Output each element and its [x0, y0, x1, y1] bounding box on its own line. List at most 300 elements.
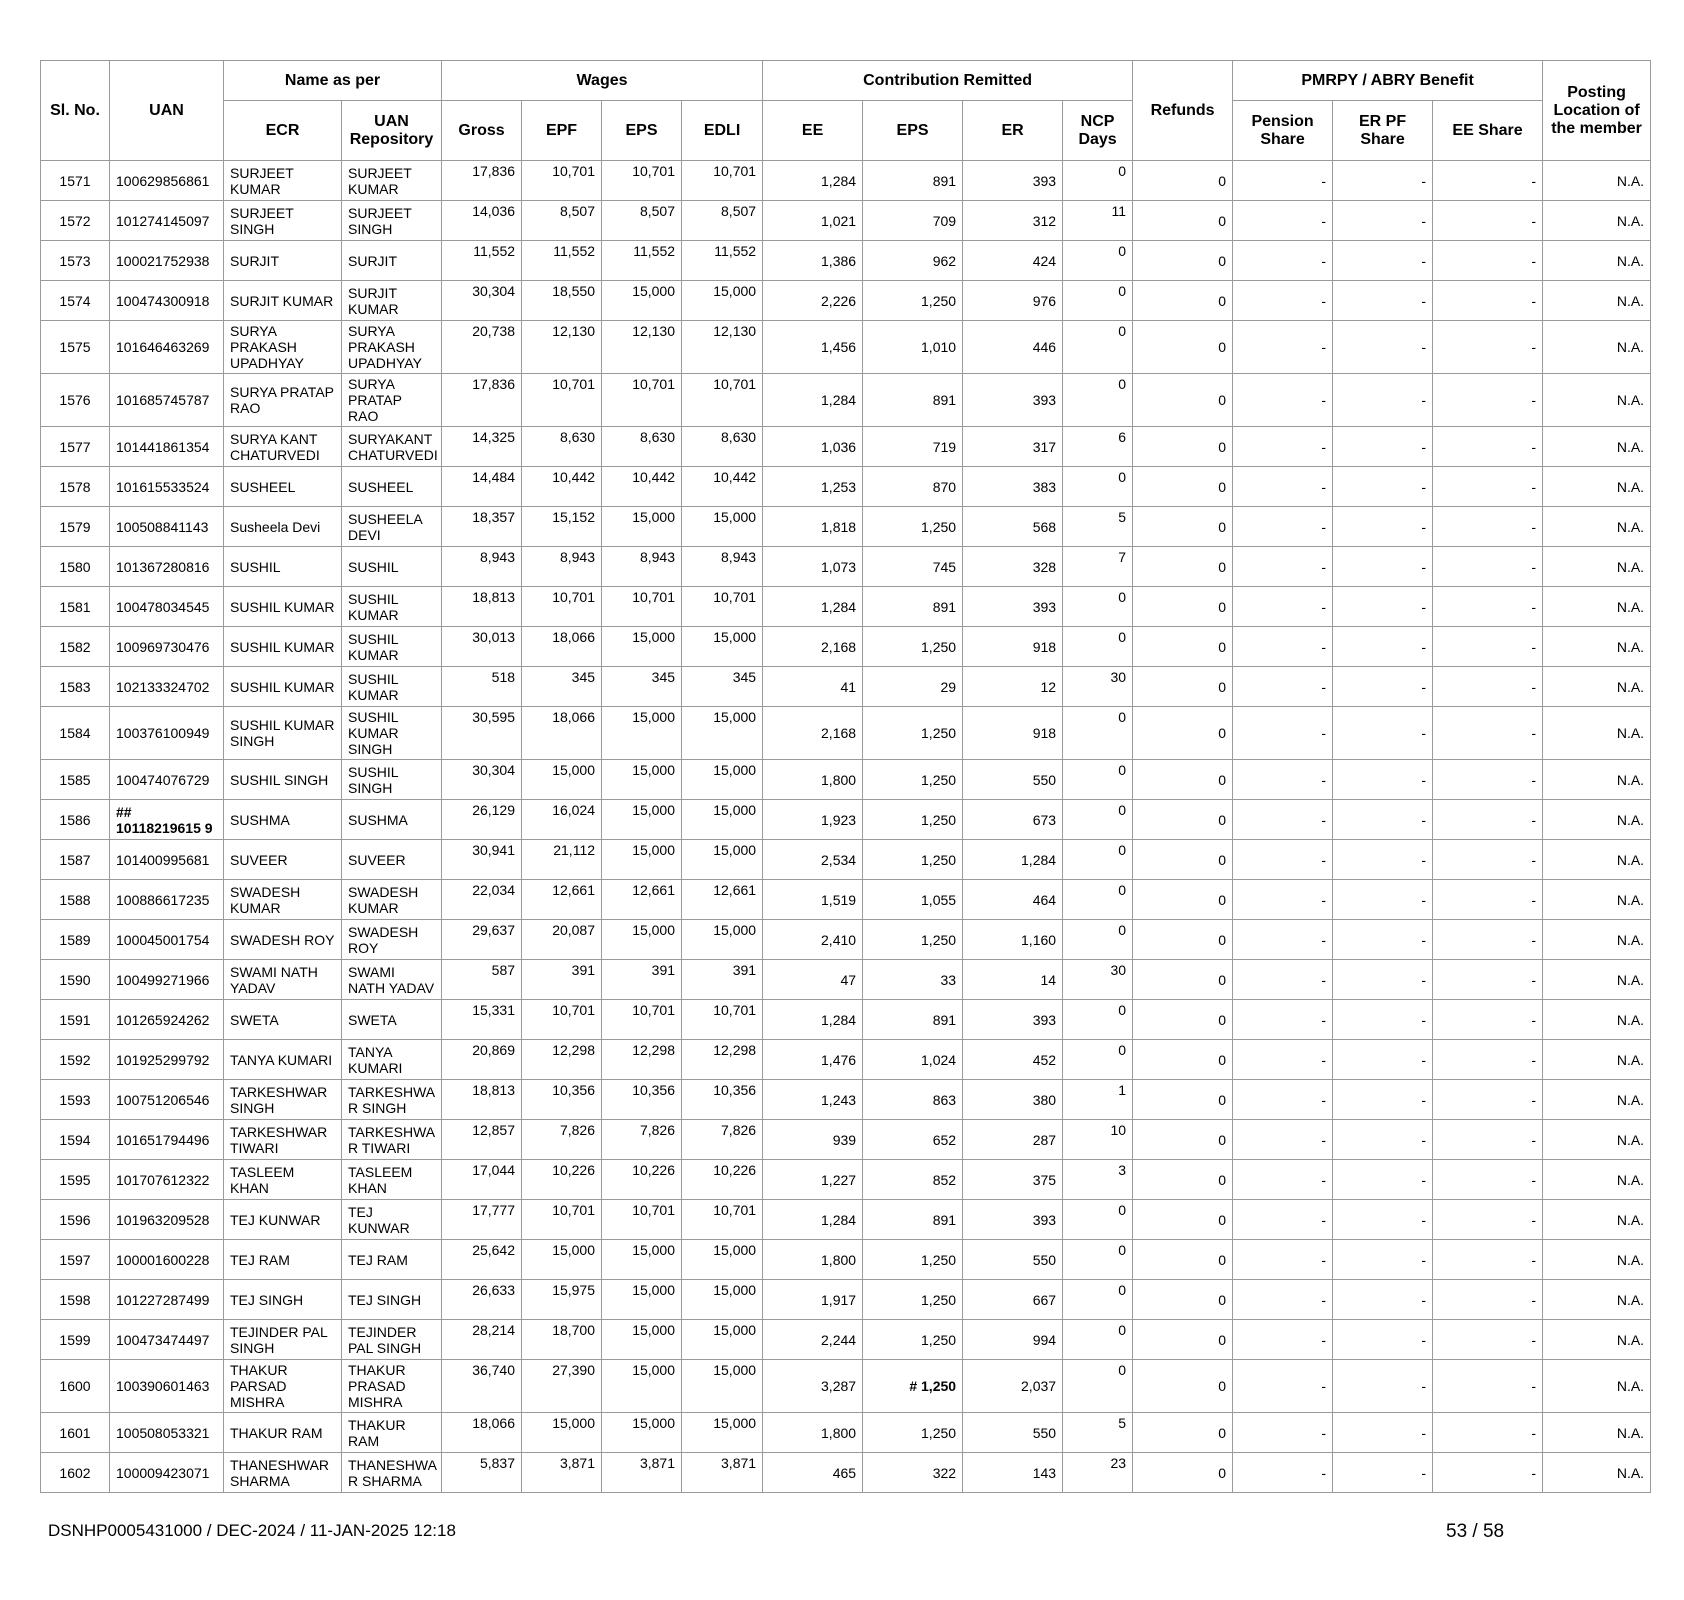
uan-cell: 101685745787 [110, 374, 224, 427]
er-pf-share-cell: - [1333, 1453, 1433, 1493]
ee-contribution-cell: 2,534 [763, 840, 863, 880]
pension-share-cell: - [1233, 960, 1333, 1000]
uan-repository-name-cell: SWADESH KUMAR [342, 880, 442, 920]
ncp-days-cell: 0 [1063, 627, 1133, 667]
ee-share-cell: - [1433, 374, 1543, 427]
epf-wages-cell: 15,000 [522, 1240, 602, 1280]
table-row [41, 1280, 1651, 1320]
edli-wages-cell: 3,871 [682, 1453, 763, 1493]
table-row [41, 1413, 1651, 1453]
ee-contribution-cell: 2,168 [763, 627, 863, 667]
ee-contribution-cell: 1,073 [763, 547, 863, 587]
ee-share-cell: - [1433, 667, 1543, 707]
uan-repository-name-cell: SUSHEEL [342, 467, 442, 507]
eps-contribution-cell: 33 [863, 960, 963, 1000]
pension-share-cell: - [1233, 201, 1333, 241]
posting-location-cell: N.A. [1543, 321, 1651, 374]
ncp-days-cell: 30 [1063, 667, 1133, 707]
edli-wages-cell: 15,000 [682, 840, 763, 880]
uan-repository-name-cell: SUSHMA [342, 800, 442, 840]
epf-wages-cell: 11,552 [522, 241, 602, 281]
ecr-name-cell: SUSHMA [224, 800, 342, 840]
er-pf-share-cell: - [1333, 960, 1433, 1000]
refunds-cell: 0 [1133, 201, 1233, 241]
ee-contribution-cell: 1,923 [763, 800, 863, 840]
gross-wages-cell: 29,637 [442, 920, 522, 960]
uan-cell: 100473474497 [110, 1320, 224, 1360]
gross-wages-cell: 28,214 [442, 1320, 522, 1360]
table-row [41, 1453, 1651, 1493]
ncp-days-cell: 5 [1063, 507, 1133, 547]
uan-cell: 101441861354 [110, 427, 224, 467]
uan-repository-name-cell: SUSHIL KUMAR SINGH [342, 707, 442, 760]
eps-contribution-cell: 1,250 [863, 1413, 963, 1453]
pension-share-cell: - [1233, 241, 1333, 281]
header-ecr: ECR [224, 101, 342, 161]
pension-share-cell: - [1233, 161, 1333, 201]
table-row [41, 547, 1651, 587]
refunds-cell: 0 [1133, 547, 1233, 587]
ee-share-cell: - [1433, 281, 1543, 321]
uan-cell: 100376100949 [110, 707, 224, 760]
gross-wages-cell: 20,738 [442, 321, 522, 374]
uan-cell: 100508841143 [110, 507, 224, 547]
er-contribution-cell: 393 [963, 587, 1063, 627]
er-contribution-cell: 380 [963, 1080, 1063, 1120]
er-contribution-cell: 375 [963, 1160, 1063, 1200]
er-pf-share-cell: - [1333, 1160, 1433, 1200]
header-sl-no: Sl. No. [41, 61, 110, 161]
gross-wages-cell: 17,777 [442, 1200, 522, 1240]
epf-wages-cell: 18,066 [522, 707, 602, 760]
ncp-days-cell: 0 [1063, 1360, 1133, 1413]
ncp-days-cell: 0 [1063, 374, 1133, 427]
ee-contribution-cell: 1,227 [763, 1160, 863, 1200]
refunds-cell: 0 [1133, 1413, 1233, 1453]
posting-location-cell: N.A. [1543, 241, 1651, 281]
eps-contribution-cell: 852 [863, 1160, 963, 1200]
gross-wages-cell: 8,943 [442, 547, 522, 587]
refunds-cell: 0 [1133, 1120, 1233, 1160]
epf-wages-cell: 10,356 [522, 1080, 602, 1120]
ncp-days-cell: 0 [1063, 1200, 1133, 1240]
uan-cell: 100508053321 [110, 1413, 224, 1453]
edli-wages-cell: 15,000 [682, 627, 763, 667]
er-pf-share-cell: - [1333, 880, 1433, 920]
table-row [41, 1120, 1651, 1160]
ecr-name-cell: SURJEET SINGH [224, 201, 342, 241]
ee-contribution-cell: 2,410 [763, 920, 863, 960]
ecr-name-cell: SURJEET KUMAR [224, 161, 342, 201]
er-contribution-cell: 994 [963, 1320, 1063, 1360]
ee-contribution-cell: 1,284 [763, 1000, 863, 1040]
gross-wages-cell: 30,941 [442, 840, 522, 880]
sl-no-cell: 1587 [41, 840, 110, 880]
header-name-as-per: Name as per [224, 61, 442, 101]
posting-location-cell: N.A. [1543, 547, 1651, 587]
eps-contribution-cell: 709 [863, 201, 963, 241]
er-contribution-cell: 287 [963, 1120, 1063, 1160]
sl-no-cell: 1602 [41, 1453, 110, 1493]
posting-location-cell: N.A. [1543, 1120, 1651, 1160]
table-row [41, 427, 1651, 467]
epf-wages-cell: 15,975 [522, 1280, 602, 1320]
refunds-cell: 0 [1133, 1280, 1233, 1320]
sl-no-cell: 1575 [41, 321, 110, 374]
uan-repository-name-cell: SUSHIL SINGH [342, 760, 442, 800]
uan-repository-name-cell: SUSHIL [342, 547, 442, 587]
header-contribution-remitted: Contribution Remitted [763, 61, 1133, 101]
er-contribution-cell: 673 [963, 800, 1063, 840]
table-row [41, 374, 1651, 427]
er-contribution-cell: 976 [963, 281, 1063, 321]
sl-no-cell: 1582 [41, 627, 110, 667]
ecr-name-cell: TEJ SINGH [224, 1280, 342, 1320]
uan-cell: 100478034545 [110, 587, 224, 627]
edli-wages-cell: 10,701 [682, 1200, 763, 1240]
uan-repository-name-cell: TARKESHWA R SINGH [342, 1080, 442, 1120]
eps-contribution-cell: 1,250 [863, 707, 963, 760]
pension-share-cell: - [1233, 1413, 1333, 1453]
epf-wages-cell: 8,943 [522, 547, 602, 587]
table-row [41, 1000, 1651, 1040]
epf-wages-cell: 10,701 [522, 161, 602, 201]
refunds-cell: 0 [1133, 374, 1233, 427]
gross-wages-cell: 22,034 [442, 880, 522, 920]
table-row [41, 840, 1651, 880]
er-pf-share-cell: - [1333, 161, 1433, 201]
edli-wages-cell: 10,442 [682, 467, 763, 507]
er-contribution-cell: 452 [963, 1040, 1063, 1080]
posting-location-cell: N.A. [1543, 960, 1651, 1000]
sl-no-cell: 1584 [41, 707, 110, 760]
gross-wages-cell: 14,325 [442, 427, 522, 467]
refunds-cell: 0 [1133, 1200, 1233, 1240]
uan-cell: 101707612322 [110, 1160, 224, 1200]
sl-no-cell: 1599 [41, 1320, 110, 1360]
edli-wages-cell: 391 [682, 960, 763, 1000]
footer-page-number: 53 / 58 [1446, 1521, 1505, 1542]
uan-cell: 100390601463 [110, 1360, 224, 1413]
eps-contribution-cell: 891 [863, 374, 963, 427]
epf-wages-cell: 27,390 [522, 1360, 602, 1413]
ee-share-cell: - [1433, 1120, 1543, 1160]
ee-share-cell: - [1433, 321, 1543, 374]
epf-wages-cell: 15,000 [522, 760, 602, 800]
refunds-cell: 0 [1133, 667, 1233, 707]
sl-no-cell: 1581 [41, 587, 110, 627]
pension-share-cell: - [1233, 321, 1333, 374]
ee-share-cell: - [1433, 1040, 1543, 1080]
posting-location-cell: N.A. [1543, 507, 1651, 547]
ncp-days-cell: 0 [1063, 587, 1133, 627]
header-eps: EPS [602, 101, 682, 161]
ee-share-cell: - [1433, 507, 1543, 547]
ee-share-cell: - [1433, 760, 1543, 800]
ecr-name-cell: TEJINDER PAL SINGH [224, 1320, 342, 1360]
ee-share-cell: - [1433, 920, 1543, 960]
uan-cell: 101265924262 [110, 1000, 224, 1040]
pension-share-cell: - [1233, 1280, 1333, 1320]
refunds-cell: 0 [1133, 1360, 1233, 1413]
ee-share-cell: - [1433, 547, 1543, 587]
er-contribution-cell: 317 [963, 427, 1063, 467]
header-edli: EDLI [682, 101, 763, 161]
ncp-days-cell: 0 [1063, 880, 1133, 920]
pension-share-cell: - [1233, 707, 1333, 760]
edli-wages-cell: 15,000 [682, 507, 763, 547]
ee-share-cell: - [1433, 1160, 1543, 1200]
gross-wages-cell: 17,836 [442, 161, 522, 201]
uan-repository-name-cell: SWADESH ROY [342, 920, 442, 960]
edli-wages-cell: 10,226 [682, 1160, 763, 1200]
ee-contribution-cell: 1,253 [763, 467, 863, 507]
ncp-days-cell: 1 [1063, 1080, 1133, 1120]
ecr-name-cell: TARKESHWAR SINGH [224, 1080, 342, 1120]
er-pf-share-cell: - [1333, 667, 1433, 707]
posting-location-cell: N.A. [1543, 627, 1651, 667]
posting-location-cell: N.A. [1543, 1413, 1651, 1453]
eps-contribution-cell: 745 [863, 547, 963, 587]
uan-repository-name-cell: SUVEER [342, 840, 442, 880]
eps-contribution-cell: 870 [863, 467, 963, 507]
gross-wages-cell: 26,633 [442, 1280, 522, 1320]
er-contribution-cell: 1,284 [963, 840, 1063, 880]
eps-wages-cell: 10,701 [602, 1000, 682, 1040]
ee-share-cell: - [1433, 201, 1543, 241]
er-pf-share-cell: - [1333, 507, 1433, 547]
ee-contribution-cell: 465 [763, 1453, 863, 1493]
eps-wages-cell: 12,661 [602, 880, 682, 920]
ecr-name-cell: SURJIT KUMAR [224, 281, 342, 321]
er-pf-share-cell: - [1333, 1000, 1433, 1040]
eps-wages-cell: 15,000 [602, 1280, 682, 1320]
table-row [41, 1200, 1651, 1240]
ecr-name-cell: Susheela Devi [224, 507, 342, 547]
ecr-name-cell: SWAMI NATH YADAV [224, 960, 342, 1000]
uan-cell: 101615533524 [110, 467, 224, 507]
uan-cell: 101400995681 [110, 840, 224, 880]
header-pension-share: Pension Share [1233, 101, 1333, 161]
ncp-days-cell: 0 [1063, 840, 1133, 880]
ee-contribution-cell: 1,036 [763, 427, 863, 467]
uan-cell: 101963209528 [110, 1200, 224, 1240]
er-contribution-cell: 393 [963, 1200, 1063, 1240]
eps-contribution-cell: 891 [863, 161, 963, 201]
sl-no-cell: 1572 [41, 201, 110, 241]
edli-wages-cell: 15,000 [682, 760, 763, 800]
ecr-name-cell: SWADESH KUMAR [224, 880, 342, 920]
ecr-name-cell: THAKUR PARSAD MISHRA [224, 1360, 342, 1413]
er-pf-share-cell: - [1333, 760, 1433, 800]
uan-repository-name-cell: SURJEET SINGH [342, 201, 442, 241]
ncp-days-cell: 0 [1063, 1280, 1133, 1320]
table-row [41, 1320, 1651, 1360]
er-contribution-cell: 12 [963, 667, 1063, 707]
edli-wages-cell: 15,000 [682, 1320, 763, 1360]
epf-wages-cell: 8,507 [522, 201, 602, 241]
epf-wages-cell: 18,550 [522, 281, 602, 321]
pension-share-cell: - [1233, 1360, 1333, 1413]
ee-contribution-cell: 3,287 [763, 1360, 863, 1413]
epf-wages-cell: 10,701 [522, 374, 602, 427]
edli-wages-cell: 15,000 [682, 1360, 763, 1413]
sl-no-cell: 1574 [41, 281, 110, 321]
er-contribution-cell: 328 [963, 547, 1063, 587]
refunds-cell: 0 [1133, 760, 1233, 800]
eps-wages-cell: 3,871 [602, 1453, 682, 1493]
ecr-name-cell: SUSHIL KUMAR SINGH [224, 707, 342, 760]
pension-share-cell: - [1233, 1160, 1333, 1200]
eps-wages-cell: 10,701 [602, 1200, 682, 1240]
er-pf-share-cell: - [1333, 1080, 1433, 1120]
eps-wages-cell: 10,356 [602, 1080, 682, 1120]
er-contribution-cell: 667 [963, 1280, 1063, 1320]
ee-contribution-cell: 1,284 [763, 374, 863, 427]
ee-contribution-cell: 47 [763, 960, 863, 1000]
er-contribution-cell: 568 [963, 507, 1063, 547]
er-pf-share-cell: - [1333, 920, 1433, 960]
gross-wages-cell: 18,813 [442, 587, 522, 627]
ecr-name-cell: THAKUR RAM [224, 1413, 342, 1453]
er-pf-share-cell: - [1333, 1413, 1433, 1453]
eps-wages-cell: 10,442 [602, 467, 682, 507]
sl-no-cell: 1598 [41, 1280, 110, 1320]
eps-contribution-cell: 1,250 [863, 760, 963, 800]
ee-share-cell: - [1433, 627, 1543, 667]
eps-wages-cell: 15,000 [602, 627, 682, 667]
edli-wages-cell: 11,552 [682, 241, 763, 281]
uan-repository-name-cell: TEJ SINGH [342, 1280, 442, 1320]
refunds-cell: 0 [1133, 507, 1233, 547]
ncp-days-cell: 30 [1063, 960, 1133, 1000]
refunds-cell: 0 [1133, 920, 1233, 960]
posting-location-cell: N.A. [1543, 1040, 1651, 1080]
ecr-name-cell: TEJ RAM [224, 1240, 342, 1280]
uan-cell: 100001600228 [110, 1240, 224, 1280]
epf-wages-cell: 12,298 [522, 1040, 602, 1080]
posting-location-cell: N.A. [1543, 760, 1651, 800]
uan-repository-name-cell: THANESHWA R SHARMA [342, 1453, 442, 1493]
posting-location-cell: N.A. [1543, 880, 1651, 920]
header-posting-location: Posting Location of the member [1543, 61, 1651, 161]
eps-contribution-cell: 1,250 [863, 627, 963, 667]
ee-share-cell: - [1433, 1000, 1543, 1040]
table-row [41, 707, 1651, 760]
ncp-days-cell: 11 [1063, 201, 1133, 241]
gross-wages-cell: 5,837 [442, 1453, 522, 1493]
header-refunds: Refunds [1133, 61, 1233, 161]
header-pmrpy-abry: PMRPY / ABRY Benefit [1233, 61, 1543, 101]
edli-wages-cell: 8,943 [682, 547, 763, 587]
gross-wages-cell: 30,304 [442, 760, 522, 800]
uan-cell: 102133324702 [110, 667, 224, 707]
eps-contribution-cell: 1,250 [863, 840, 963, 880]
sl-no-cell: 1595 [41, 1160, 110, 1200]
er-pf-share-cell: - [1333, 1320, 1433, 1360]
epf-wages-cell: 10,701 [522, 587, 602, 627]
ecr-name-cell: SUSHIL SINGH [224, 760, 342, 800]
table-row [41, 321, 1651, 374]
ncp-days-cell: 0 [1063, 467, 1133, 507]
ee-share-cell: - [1433, 800, 1543, 840]
sl-no-cell: 1588 [41, 880, 110, 920]
sl-no-cell: 1590 [41, 960, 110, 1000]
uan-repository-name-cell: SUSHIL KUMAR [342, 667, 442, 707]
eps-contribution-cell: 863 [863, 1080, 963, 1120]
er-contribution-cell: 918 [963, 707, 1063, 760]
er-contribution-cell: 550 [963, 760, 1063, 800]
edli-wages-cell: 15,000 [682, 1240, 763, 1280]
ee-contribution-cell: 1,818 [763, 507, 863, 547]
ee-share-cell: - [1433, 1413, 1543, 1453]
posting-location-cell: N.A. [1543, 667, 1651, 707]
refunds-cell: 0 [1133, 587, 1233, 627]
refunds-cell: 0 [1133, 241, 1233, 281]
eps-contribution-cell: 1,250 [863, 281, 963, 321]
table-row [41, 587, 1651, 627]
ee-contribution-cell: 41 [763, 667, 863, 707]
edli-wages-cell: 345 [682, 667, 763, 707]
uan-repository-name-cell: SURJEET KUMAR [342, 161, 442, 201]
pension-share-cell: - [1233, 1200, 1333, 1240]
ncp-days-cell: 5 [1063, 1413, 1133, 1453]
header-gross: Gross [442, 101, 522, 161]
epf-wages-cell: 345 [522, 667, 602, 707]
edli-wages-cell: 7,826 [682, 1120, 763, 1160]
er-contribution-cell: 312 [963, 201, 1063, 241]
sl-no-cell: 1585 [41, 760, 110, 800]
gross-wages-cell: 17,044 [442, 1160, 522, 1200]
er-pf-share-cell: - [1333, 281, 1433, 321]
pension-share-cell: - [1233, 1120, 1333, 1160]
header-contribution-eps: EPS [863, 101, 963, 161]
posting-location-cell: N.A. [1543, 707, 1651, 760]
epf-wages-cell: 12,130 [522, 321, 602, 374]
eps-wages-cell: 11,552 [602, 241, 682, 281]
er-pf-share-cell: - [1333, 547, 1433, 587]
ee-share-cell: - [1433, 587, 1543, 627]
er-pf-share-cell: - [1333, 1240, 1433, 1280]
epf-wages-cell: 21,112 [522, 840, 602, 880]
eps-contribution-cell: 1,250 [863, 507, 963, 547]
ee-contribution-cell: 2,226 [763, 281, 863, 321]
uan-repository-name-cell: SUSHIL KUMAR [342, 587, 442, 627]
uan-cell: 101227287499 [110, 1280, 224, 1320]
pension-share-cell: - [1233, 1040, 1333, 1080]
ecr-name-cell: SUSHIL KUMAR [224, 667, 342, 707]
ee-share-cell: - [1433, 960, 1543, 1000]
uan-repository-name-cell: TASLEEM KHAN [342, 1160, 442, 1200]
uan-repository-name-cell: TEJ KUNWAR [342, 1200, 442, 1240]
eps-contribution-cell: 652 [863, 1120, 963, 1160]
ee-share-cell: - [1433, 1080, 1543, 1120]
ncp-days-cell: 0 [1063, 920, 1133, 960]
header-uan-repository: UAN Repository [342, 101, 442, 161]
header-epf: EPF [522, 101, 602, 161]
gross-wages-cell: 11,552 [442, 241, 522, 281]
uan-cell: 100021752938 [110, 241, 224, 281]
ee-contribution-cell: 2,244 [763, 1320, 863, 1360]
eps-contribution-cell: 1,250 [863, 1320, 963, 1360]
refunds-cell: 0 [1133, 1160, 1233, 1200]
sl-no-cell: 1579 [41, 507, 110, 547]
edli-wages-cell: 10,356 [682, 1080, 763, 1120]
eps-contribution-cell: # 1,250 [863, 1360, 963, 1413]
eps-wages-cell: 10,701 [602, 161, 682, 201]
epf-wages-cell: 8,630 [522, 427, 602, 467]
table-row [41, 201, 1651, 241]
